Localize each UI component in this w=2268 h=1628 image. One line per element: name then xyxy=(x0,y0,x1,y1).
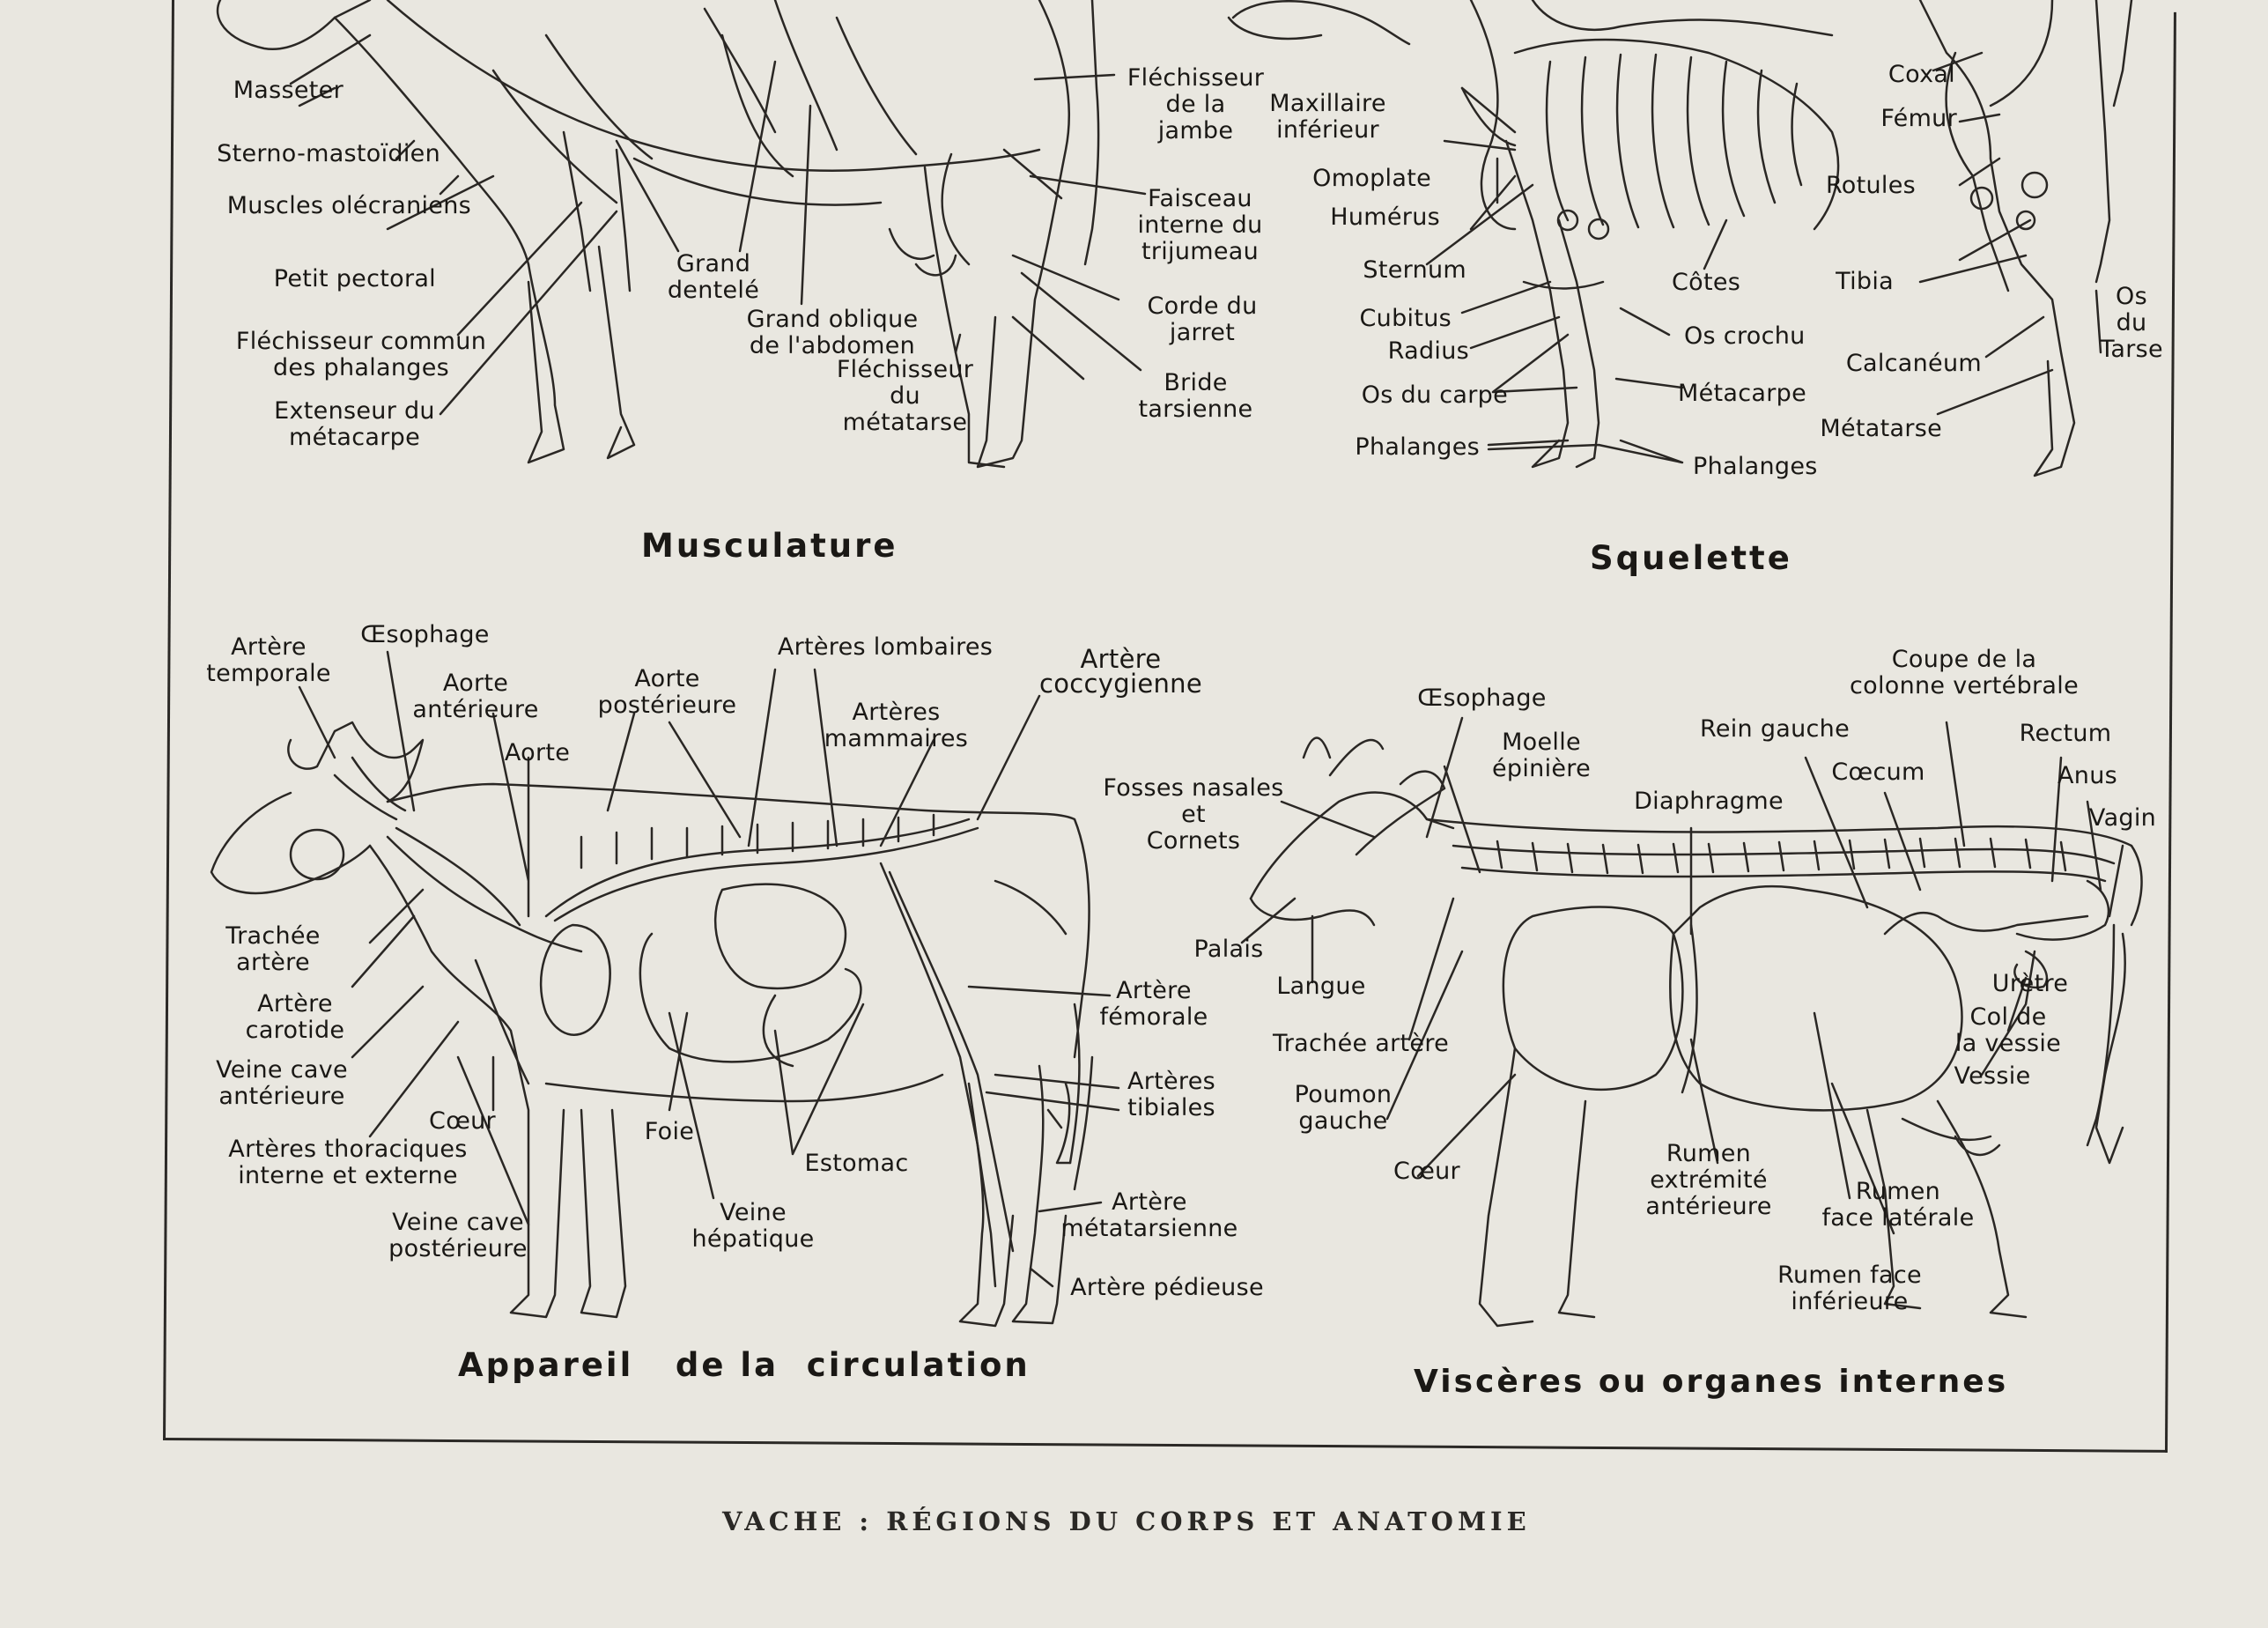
label-veine-cave-anterieure: Veine cave antérieure xyxy=(216,1056,348,1110)
label-masseter: Masseter xyxy=(233,77,344,104)
section-title-circulation: Appareil de la circulation xyxy=(458,1346,1031,1384)
label-artere-metatarsienne: Artère métatarsienne xyxy=(1060,1188,1238,1242)
label-artere-coccygienne: Artère coccygienne xyxy=(1039,644,1202,699)
label-flechisseur-metatarse: Fléchisseur du métatarse xyxy=(836,356,974,436)
section-title-viscera: Viscères ou organes internes xyxy=(1414,1364,2009,1400)
label-cotes: Côtes xyxy=(1672,269,1741,296)
label-maxillaire-inferieur: Maxillaire inférieur xyxy=(1269,90,1386,144)
label-sternum: Sternum xyxy=(1363,256,1466,284)
label-aorte-anterieure: Aorte antérieure xyxy=(412,670,539,723)
label-phalanges-right: Phalanges xyxy=(1693,453,1818,480)
label-faisceau-trijumeau: Faisceau interne du trijumeau xyxy=(1137,185,1263,265)
label-aorte: Aorte xyxy=(504,739,571,766)
label-trachee-artere-circ: Trachée artère xyxy=(225,922,321,976)
label-os-du-tarse: Os du Tarse xyxy=(2100,283,2163,363)
label-rumen-face-inferieure: Rumen face inférieure xyxy=(1777,1262,1922,1315)
label-femur: Fémur xyxy=(1880,105,1957,132)
label-rotules: Rotules xyxy=(1825,172,1916,199)
label-vagin: Vagin xyxy=(2088,804,2157,832)
section-title-musculature: Musculature xyxy=(641,527,898,565)
label-artere-temporale: Artère temporale xyxy=(206,633,331,687)
label-flechisseur-commun: Fléchisseur commun des phalanges xyxy=(235,328,487,381)
label-phalanges-left: Phalanges xyxy=(1355,433,1480,461)
label-foie: Foie xyxy=(644,1118,695,1145)
label-col-de-la-vessie: Col de la vessie xyxy=(1954,1003,2062,1057)
label-caecum: Cœcum xyxy=(1831,758,1925,786)
label-sterno-mastoidien: Sterno-mastoïdien xyxy=(217,140,440,167)
label-palais: Palais xyxy=(1193,936,1264,963)
section-title-skeleton: Squelette xyxy=(1590,539,1792,577)
label-uretre: Urètre xyxy=(1991,970,2069,997)
label-oesophage-circ: Œsophage xyxy=(360,621,490,648)
label-radius: Radius xyxy=(1387,337,1469,365)
label-metacarpe: Métacarpe xyxy=(1678,380,1806,407)
label-veine-hepatique: Veine hépatique xyxy=(691,1199,815,1253)
label-arteres-tibiales: Artères tibiales xyxy=(1127,1068,1216,1121)
label-langue: Langue xyxy=(1276,973,1366,1000)
label-arteres-lombaires: Artères lombaires xyxy=(777,633,994,661)
label-grand-oblique: Grand oblique de l'abdomen xyxy=(746,306,919,359)
label-bride-tarsienne: Bride tarsienne xyxy=(1138,369,1253,423)
label-estomac: Estomac xyxy=(804,1150,909,1177)
circulation-illustration xyxy=(211,652,1119,1326)
label-coeur-circ: Cœur xyxy=(429,1107,496,1135)
label-os-crochu: Os crochu xyxy=(1684,322,1806,350)
label-rectum: Rectum xyxy=(2019,720,2112,747)
label-artere-pedieuse: Artère pédieuse xyxy=(1070,1274,1264,1301)
label-diaphragme: Diaphragme xyxy=(1634,788,1784,815)
label-artere-femorale: Artère fémorale xyxy=(1099,977,1208,1031)
label-oesophage-visc: Œsophage xyxy=(1417,684,1547,712)
label-arteres-mammaires: Artères mammaires xyxy=(824,699,969,752)
label-vessie: Vessie xyxy=(1954,1062,2031,1090)
label-coxal: Coxal xyxy=(1888,61,1955,88)
label-aorte-posterieure: Aorte postérieure xyxy=(597,665,737,719)
label-rumen-face-laterale: Rumen face latérale xyxy=(1821,1178,1975,1232)
label-os-du-carpe: Os du carpe xyxy=(1361,381,1508,409)
label-metatarse: Métatarse xyxy=(1820,415,1942,442)
plate-caption: VACHE : RÉGIONS DU CORPS ET ANATOMIE xyxy=(722,1506,1531,1536)
label-humerus: Humérus xyxy=(1330,204,1440,231)
label-petit-pectoral: Petit pectoral xyxy=(273,265,436,292)
label-fosses-nasales: Fosses nasales et Cornets xyxy=(1103,774,1284,855)
label-coeur-visc: Cœur xyxy=(1393,1158,1460,1185)
label-veine-cave-posterieure: Veine cave postérieure xyxy=(388,1209,528,1262)
label-cubitus: Cubitus xyxy=(1359,305,1452,332)
label-flechisseur-jambe: Fléchisseur de la jambe xyxy=(1127,64,1265,144)
label-omoplate: Omoplate xyxy=(1312,165,1431,192)
label-extenseur-metacarpe: Extenseur du métacarpe xyxy=(274,397,435,451)
label-poumon-gauche: Poumon gauche xyxy=(1294,1081,1393,1135)
label-moelle-epiniere: Moelle épinière xyxy=(1492,729,1591,782)
label-tibia: Tibia xyxy=(1836,268,1894,295)
label-rein-gauche: Rein gauche xyxy=(1699,715,1851,743)
label-coupe-colonne: Coupe de la colonne vertébrale xyxy=(1850,646,2079,699)
label-anus: Anus xyxy=(2057,762,2117,789)
label-rumen-anterieure: Rumen extrémité antérieure xyxy=(1645,1140,1772,1220)
label-artere-carotide: Artère carotide xyxy=(245,990,345,1044)
label-arteres-thoraciques: Artères thoraciques interne et externe xyxy=(228,1136,468,1189)
label-muscles-olecraniens: Muscles olécraniens xyxy=(226,192,471,219)
label-corde-jarret: Corde du jarret xyxy=(1147,292,1258,346)
label-trachee-artere-visc: Trachée artère xyxy=(1272,1030,1450,1057)
label-grand-dentele: Grand dentelé xyxy=(667,250,760,304)
label-calcaneum: Calcanéum xyxy=(1845,350,1982,377)
